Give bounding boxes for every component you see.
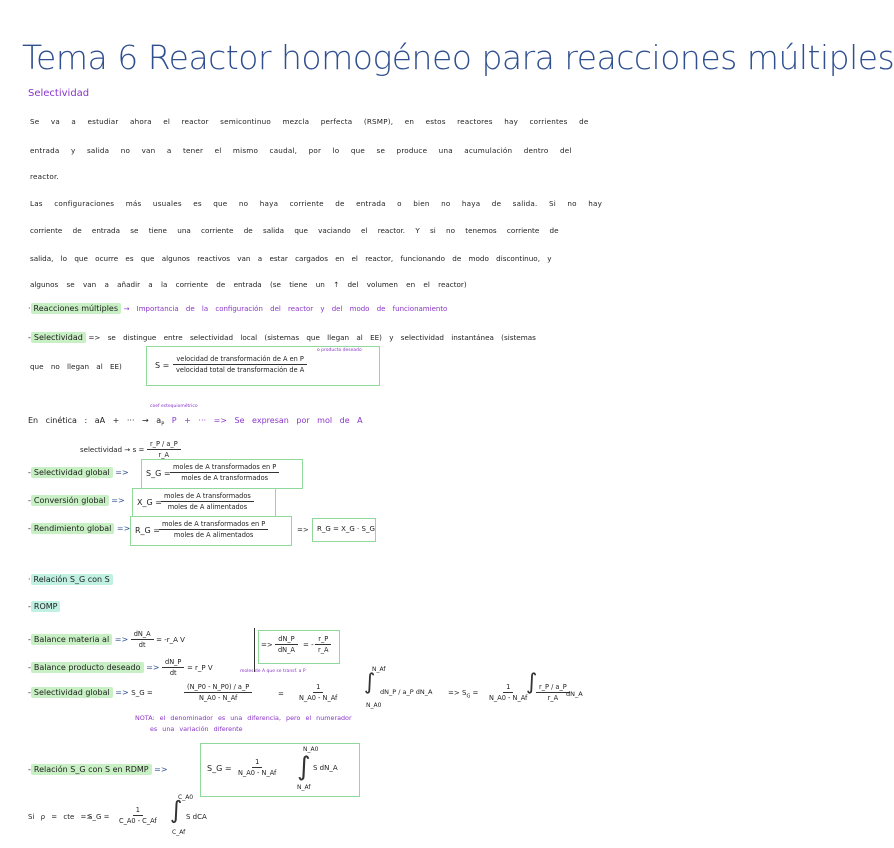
combo-arrow: =>: [261, 641, 273, 649]
cinetica-sel-row: [80, 440, 181, 459]
page-title: Tema 6 Reactor homogéneo para reacciones múltiples: [22, 38, 894, 77]
combo-rhs-num: r_P: [315, 635, 331, 645]
reacciones-arrow-text: → Importancia de la configuración del reactor y del modo de funcionamiento: [123, 305, 448, 313]
sg-annot: moles de A que se transf. a P: [240, 669, 306, 674]
cinetica-rest: P + ··· => Se expresan por mol de A: [171, 416, 363, 425]
bp-num: dN_P: [162, 658, 184, 668]
bm-num: dN_A: [131, 630, 154, 640]
rg-result-box: [312, 518, 376, 542]
selectividad-formula-box: [146, 346, 380, 386]
sg-eq-sign-1: =: [278, 690, 284, 698]
rel-rdmp-label: Relación S_G con S en RDMP: [31, 764, 152, 775]
integral-sign-2: ∫: [526, 670, 538, 695]
sg-eq2-den: N_A0 - N_Af: [299, 694, 338, 702]
sg-global-num: moles de A transformados en P: [170, 463, 279, 473]
sg-derivation-fraction-1: [184, 683, 252, 702]
sg-eq3-den2: r_A: [547, 694, 559, 702]
rel-rdmp-box: [200, 743, 360, 797]
nota-line-2: es una variación diferente: [150, 725, 243, 733]
rg-arrow: =>: [297, 526, 309, 534]
rg-global-num: moles de A transformados en P: [159, 520, 268, 530]
cinetica-sel-den: r_A: [158, 451, 170, 459]
sg-global-label: Selectividad global: [31, 467, 113, 478]
selectividad-formula-num: velocidad de transformación de A en P: [173, 355, 307, 365]
sg-int-body: dN_P / a_P dN_A: [380, 688, 433, 696]
rel-integral: ∫: [297, 752, 311, 782]
balance-producto-row: - Balance producto deseado => $\frac{dN\_P}{dt}$ = r_P V: [28, 658, 213, 677]
sg-eq3-body: r_P / a_P: [536, 683, 570, 693]
cinetica-sub: P: [161, 421, 165, 428]
sg-derivation-fraction-3: [486, 683, 530, 702]
combo-fraction-right: [315, 635, 332, 654]
selectividad-text-1: => se distingue entre selectividad local (sistemas que llegan al EE) y selectividad instantánea (sistemas: [88, 333, 536, 342]
selectividad-formula-annot: o producto deseado: [317, 348, 362, 353]
rel-up: N_A0: [303, 746, 319, 753]
si-lhs: S_G =: [88, 813, 110, 821]
combo-fraction-left: [275, 635, 298, 654]
rg-global-fraction: [159, 520, 268, 539]
rg-global-row: - Rendimiento global =>: [28, 524, 131, 533]
rel-body: S dN_A: [313, 764, 338, 772]
romp-label: ROMP: [31, 601, 61, 612]
section-heading-selectividad: Selectividad: [28, 88, 90, 99]
cinetica-label: En cinética : aA + ··· → a: [28, 416, 162, 425]
xg-global-row: - Conversión global =>: [28, 496, 125, 505]
xg-global-den: moles de A alimentados: [167, 503, 248, 511]
intro-line-5: corriente de entrada se tiene una corriente de salida que vaciando el reactor. Y si no tenemos corriente de: [30, 226, 559, 235]
intro-line-2: entrada y salida no van a tener el mismo caudal, por lo que se produce una acumulación dentro del: [30, 146, 572, 155]
selectividad-formula-den: velocidad total de transformación de A: [176, 366, 305, 374]
rg-global-den: moles de A alimentados: [173, 531, 254, 539]
si-up: C_A0: [178, 794, 194, 801]
cinetica-sel-fraction: [147, 440, 181, 459]
sg-global-row: - Selectividad global =>: [28, 468, 129, 477]
sg-int-up: N_Af: [372, 666, 386, 673]
sg-global-fraction: [170, 463, 279, 482]
integral-sign-1: ∫: [364, 670, 376, 695]
intro-line-4: Las configuraciones más usuales es que no haya corriente de entrada o bien no haya de salida. Si no hay: [30, 199, 603, 208]
cinetica-sel-label: selectividad →: [80, 446, 131, 454]
combo-box: [258, 630, 340, 664]
si-low: C_Af: [172, 829, 186, 836]
selectividad-text-2: que no llegan al EE): [30, 362, 122, 371]
cinetica-row: [28, 416, 363, 428]
sg-eq2-num: 1: [313, 683, 323, 693]
xg-global-box: [132, 488, 276, 518]
sg-derivation-row: - Selectividad global => S_G =: [28, 688, 153, 697]
bp-rhs: = r_P V: [186, 664, 213, 672]
cinetica-sel-num: r_P / a_P: [147, 440, 181, 450]
si-body: S dCA: [186, 813, 207, 821]
combo-num: dN_P: [275, 635, 297, 645]
bm-rhs: = -r_A V: [156, 636, 185, 644]
sg-derivation-label: Selectividad global: [31, 687, 113, 698]
nota-line-1: NOTA: el denominador es una diferencia, pero el numerador: [135, 714, 352, 722]
rel-fraction: [235, 758, 279, 777]
balance-materia-row: - Balance materia al => $\frac{dN\_A}{dt}$ = -r_A V: [28, 630, 185, 649]
selectividad-formula-fraction: [173, 355, 307, 374]
rel-rdmp-row: - Relación S_G con S en RDMP =>: [28, 765, 168, 774]
reacciones-row: · Reacciones múltiples → Importancia de la configuración del reactor y del modo de funcionamiento: [28, 304, 448, 313]
relacion-row: · Relación S_G con S: [28, 575, 113, 584]
sg-global-box: [141, 459, 303, 489]
si-den: C_A0 - C_Af: [119, 817, 157, 825]
si-num: 1: [133, 806, 143, 816]
intro-line-7: algunos se van a añadir a la corriente de entrada (se tiene un ↑ del volumen en el reactor): [30, 280, 467, 289]
sg-derivation-den: N_A0 - N_Af: [198, 694, 238, 702]
si-label: Si ρ = cte =>: [28, 813, 93, 821]
rel-den: N_A0 - N_Af: [238, 769, 277, 777]
xg-global-lhs: X_G =: [137, 498, 162, 507]
rg-global-label: Rendimiento global: [31, 523, 114, 534]
cinetica-sel-formula: s =: [132, 446, 145, 454]
combo-eq: = -: [303, 641, 314, 649]
intro-line-1: Se va a estudiar ahora el reactor semicontinuo mezcla perfecta (RSMP), en estos reactores hay corrientes de: [30, 117, 589, 126]
rel-low: N_Af: [297, 784, 311, 791]
sg-lhs-3: $S_G$ =: [462, 689, 479, 700]
rg-result: R_G = X_G · S_G: [317, 525, 375, 533]
bp-fraction: [162, 658, 184, 677]
rel-num: 1: [252, 758, 262, 768]
cinetica-annot: coef estequiométrico: [150, 404, 198, 409]
balance-materia-label: Balance materia al: [31, 634, 112, 645]
sg-derivation-lhs: S_G =: [131, 689, 153, 697]
combo-rhs-den: r_A: [318, 646, 329, 654]
sg-tail: dN_A: [566, 690, 583, 698]
combo-den: dN_A: [278, 646, 295, 654]
balance-producto-label: Balance producto deseado: [31, 662, 144, 673]
sg-global-den: moles de A transformados: [181, 474, 269, 482]
reacciones-label: Reacciones múltiples: [31, 303, 121, 314]
rg-global-lhs: R_G =: [135, 526, 161, 535]
xg-global-fraction: [161, 492, 254, 511]
selectividad-row: - Selectividad => se distingue entre selectividad local (sistemas que llegan al EE) y selectividad instantánea (sistemas: [28, 333, 536, 342]
sg-global-lhs: S_G =: [146, 469, 171, 478]
relacion-label: Relación S_G con S: [31, 574, 113, 585]
sg-eq3-den: N_A0 - N_Af: [489, 694, 528, 702]
xg-global-label: Conversión global: [31, 495, 109, 506]
sg-eq3-num: 1: [503, 683, 513, 693]
bp-den: dt: [169, 669, 177, 677]
rg-global-box: [130, 516, 292, 546]
xg-global-num: moles de A transformados: [161, 492, 254, 502]
bm-fraction: [131, 630, 154, 649]
romp-row: - ROMP: [28, 602, 60, 611]
rel-lhs: S_G =: [207, 764, 232, 773]
sg-int-low: N_A0: [366, 702, 382, 709]
bm-den: dt: [138, 641, 146, 649]
sg-eq-sign-3: =>: [448, 689, 460, 697]
si-fraction: [116, 806, 160, 825]
brace: [252, 628, 255, 672]
si-integral: ∫: [170, 796, 183, 824]
sg-derivation-fraction-2: [296, 683, 340, 702]
sg-derivation-fraction-4: [536, 683, 570, 702]
intro-line-3: reactor.: [30, 172, 59, 181]
selectividad-formula-lhs: S =: [155, 361, 170, 370]
sg-derivation-num: (N_P0 - N_P0) / a_P: [184, 683, 252, 693]
intro-line-6: salida, lo que ocurre es que algunos reactivos van a estar cargados en el reactor, funcionando de modo discontinuo, y: [30, 254, 552, 263]
selectividad-label: Selectividad: [31, 332, 86, 343]
